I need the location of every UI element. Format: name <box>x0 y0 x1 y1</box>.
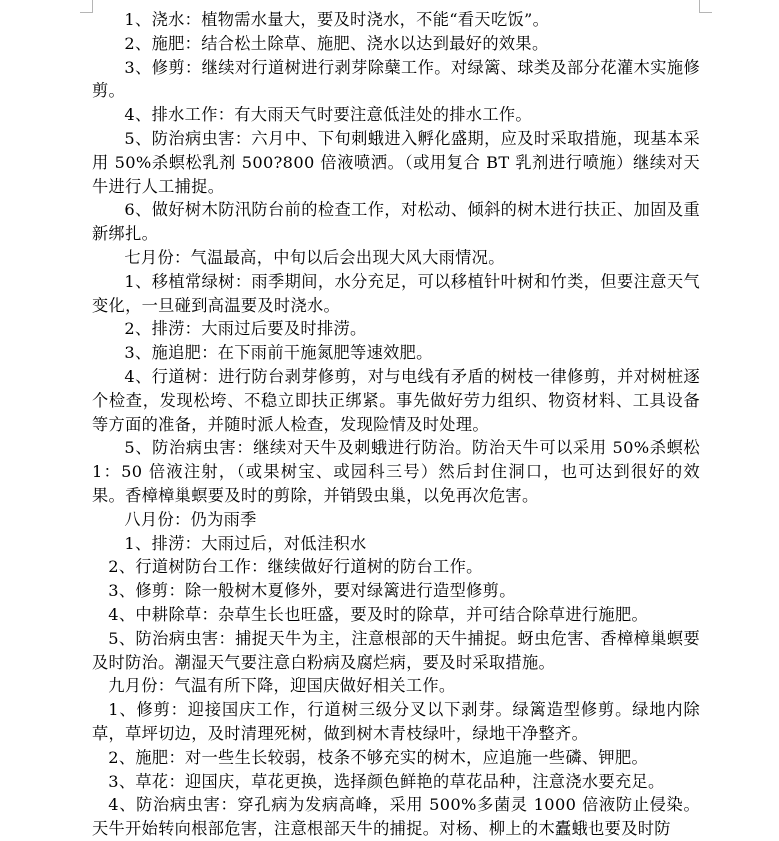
paragraph-pruning: 3、修剪：继续对行道树进行剥芽除蘖工作。对绿篱、球类及部分花灌木实施修剪。 <box>92 57 700 101</box>
paragraph-street-trees-july: 4、行道树：进行防台剥芽修剪，对与电线有矛盾的树枝一律修剪，并对树桩逐个检查，发现松垮、不稳立即扶正绑紧。事先做好劳力组织、物资材料、工具设备等方面的准备，并随时派人检查，发现险情及时处理。 <box>92 366 700 434</box>
paragraph-weeding-august: 4、中耕除草：杂草生长也旺盛，要及时的除草，并可结合除草进行施肥。 <box>108 604 649 624</box>
paragraph-flood-drain-august: 1、排涝：大雨过后，对低洼积水 <box>124 533 367 553</box>
page-corner-mark-right <box>699 0 712 13</box>
paragraph-flowers-september: 3、草花：迎国庆，草花更换，选择颜色鲜艳的草花品种，注意浇水要充足。 <box>108 771 665 791</box>
paragraph-pruning-september: 1、修剪：迎接国庆工作，行道树三级分叉以下剥芽。绿篱造型修剪。绿地内除草，草坪切边，及时清理死树，做到树木青枝绿叶，绿地干净整齐。 <box>92 700 700 743</box>
paragraph-watering: 1、浇水：植物需水量大，要及时浇水，不能“看天吃饭”。 <box>124 10 550 29</box>
paragraph-pest-control-august: 5、防治病虫害：捕捉天牛为主，注意根部的天牛捕捉。蚜虫危害、香樟樟巢螟要及时防治。潮湿天气要注意白粉病及腐烂病，要及时采取措施。 <box>92 628 700 672</box>
paragraph-pruning-august: 3、修剪：除一般树木夏修外，要对绿篱进行造型修剪。 <box>108 581 516 601</box>
paragraph-typhoon-check: 6、做好树木防汛防台前的检查工作，对松动、倾斜的树木进行扶正、加固及重新绑扎。 <box>92 200 700 244</box>
paragraph-fertilizing: 2、施肥：结合松土除草、施肥、浇水以达到最好的效果。 <box>124 33 549 53</box>
paragraph-pest-control-july: 5、防治病虫害：继续对天牛及刺蛾进行防治。防治天牛可以采用 50%杀螟松 1：50 倍液注射，（或果树宝、或园科三号）然后封住洞口，也可达到很好的效果。香樟樟巢螟要及时的剪除，并销毁虫巢，以免再次危害。 <box>92 438 700 505</box>
paragraph-july-heading: 七月份：气温最高，中旬以后会出现大风大雨情况。 <box>124 247 505 267</box>
paragraph-flood-drain-july: 2、排涝：大雨过后要及时排涝。 <box>124 319 367 339</box>
paragraph-august-heading: 八月份：仍为雨季 <box>124 509 257 529</box>
paragraph-fertilizing-september: 2、施肥：对一些生长较弱，枝条不够充实的树木，应追施一些磷、钾肥。 <box>108 747 649 767</box>
paragraph-street-trees-august: 2、行道树防台工作：继续做好行道树的防台工作。 <box>108 557 483 577</box>
paragraph-top-dressing: 3、施追肥：在下雨前干施氮肥等速效肥。 <box>124 343 433 363</box>
paragraph-pest-control-september: 4、防治病虫害：穿孔病为发病高峰，采用 500%多菌灵 1000 倍液防止侵染。天牛开始转向根部危害，注意根部天牛的捕捉。对杨、柳上的木蠹蛾也要及时防 <box>92 795 700 839</box>
paragraph-pest-control-june: 5、防治病虫害：六月中、下旬刺蛾进入孵化盛期，应及时采取措施，现基本采用 50%杀螟松乳剂 500?800 倍液喷洒。（或用复合 BT 乳剂进行喷施）继续对天牛进行人工捕捉。 <box>92 128 700 196</box>
paragraph-drainage: 4、排水工作：有大雨天气时要注意低洼处的排水工作。 <box>124 105 532 125</box>
document-body <box>92 8 700 841</box>
paragraph-september-heading: 九月份：气温有所下降，迎国庆做好相关工作。 <box>108 676 456 696</box>
paragraph-transplant-evergreen: 1、移植常绿树：雨季期间，水分充足，可以移植针叶树和竹类，但要注意天气变化，一旦碰到高温要及时浇水。 <box>92 271 700 315</box>
